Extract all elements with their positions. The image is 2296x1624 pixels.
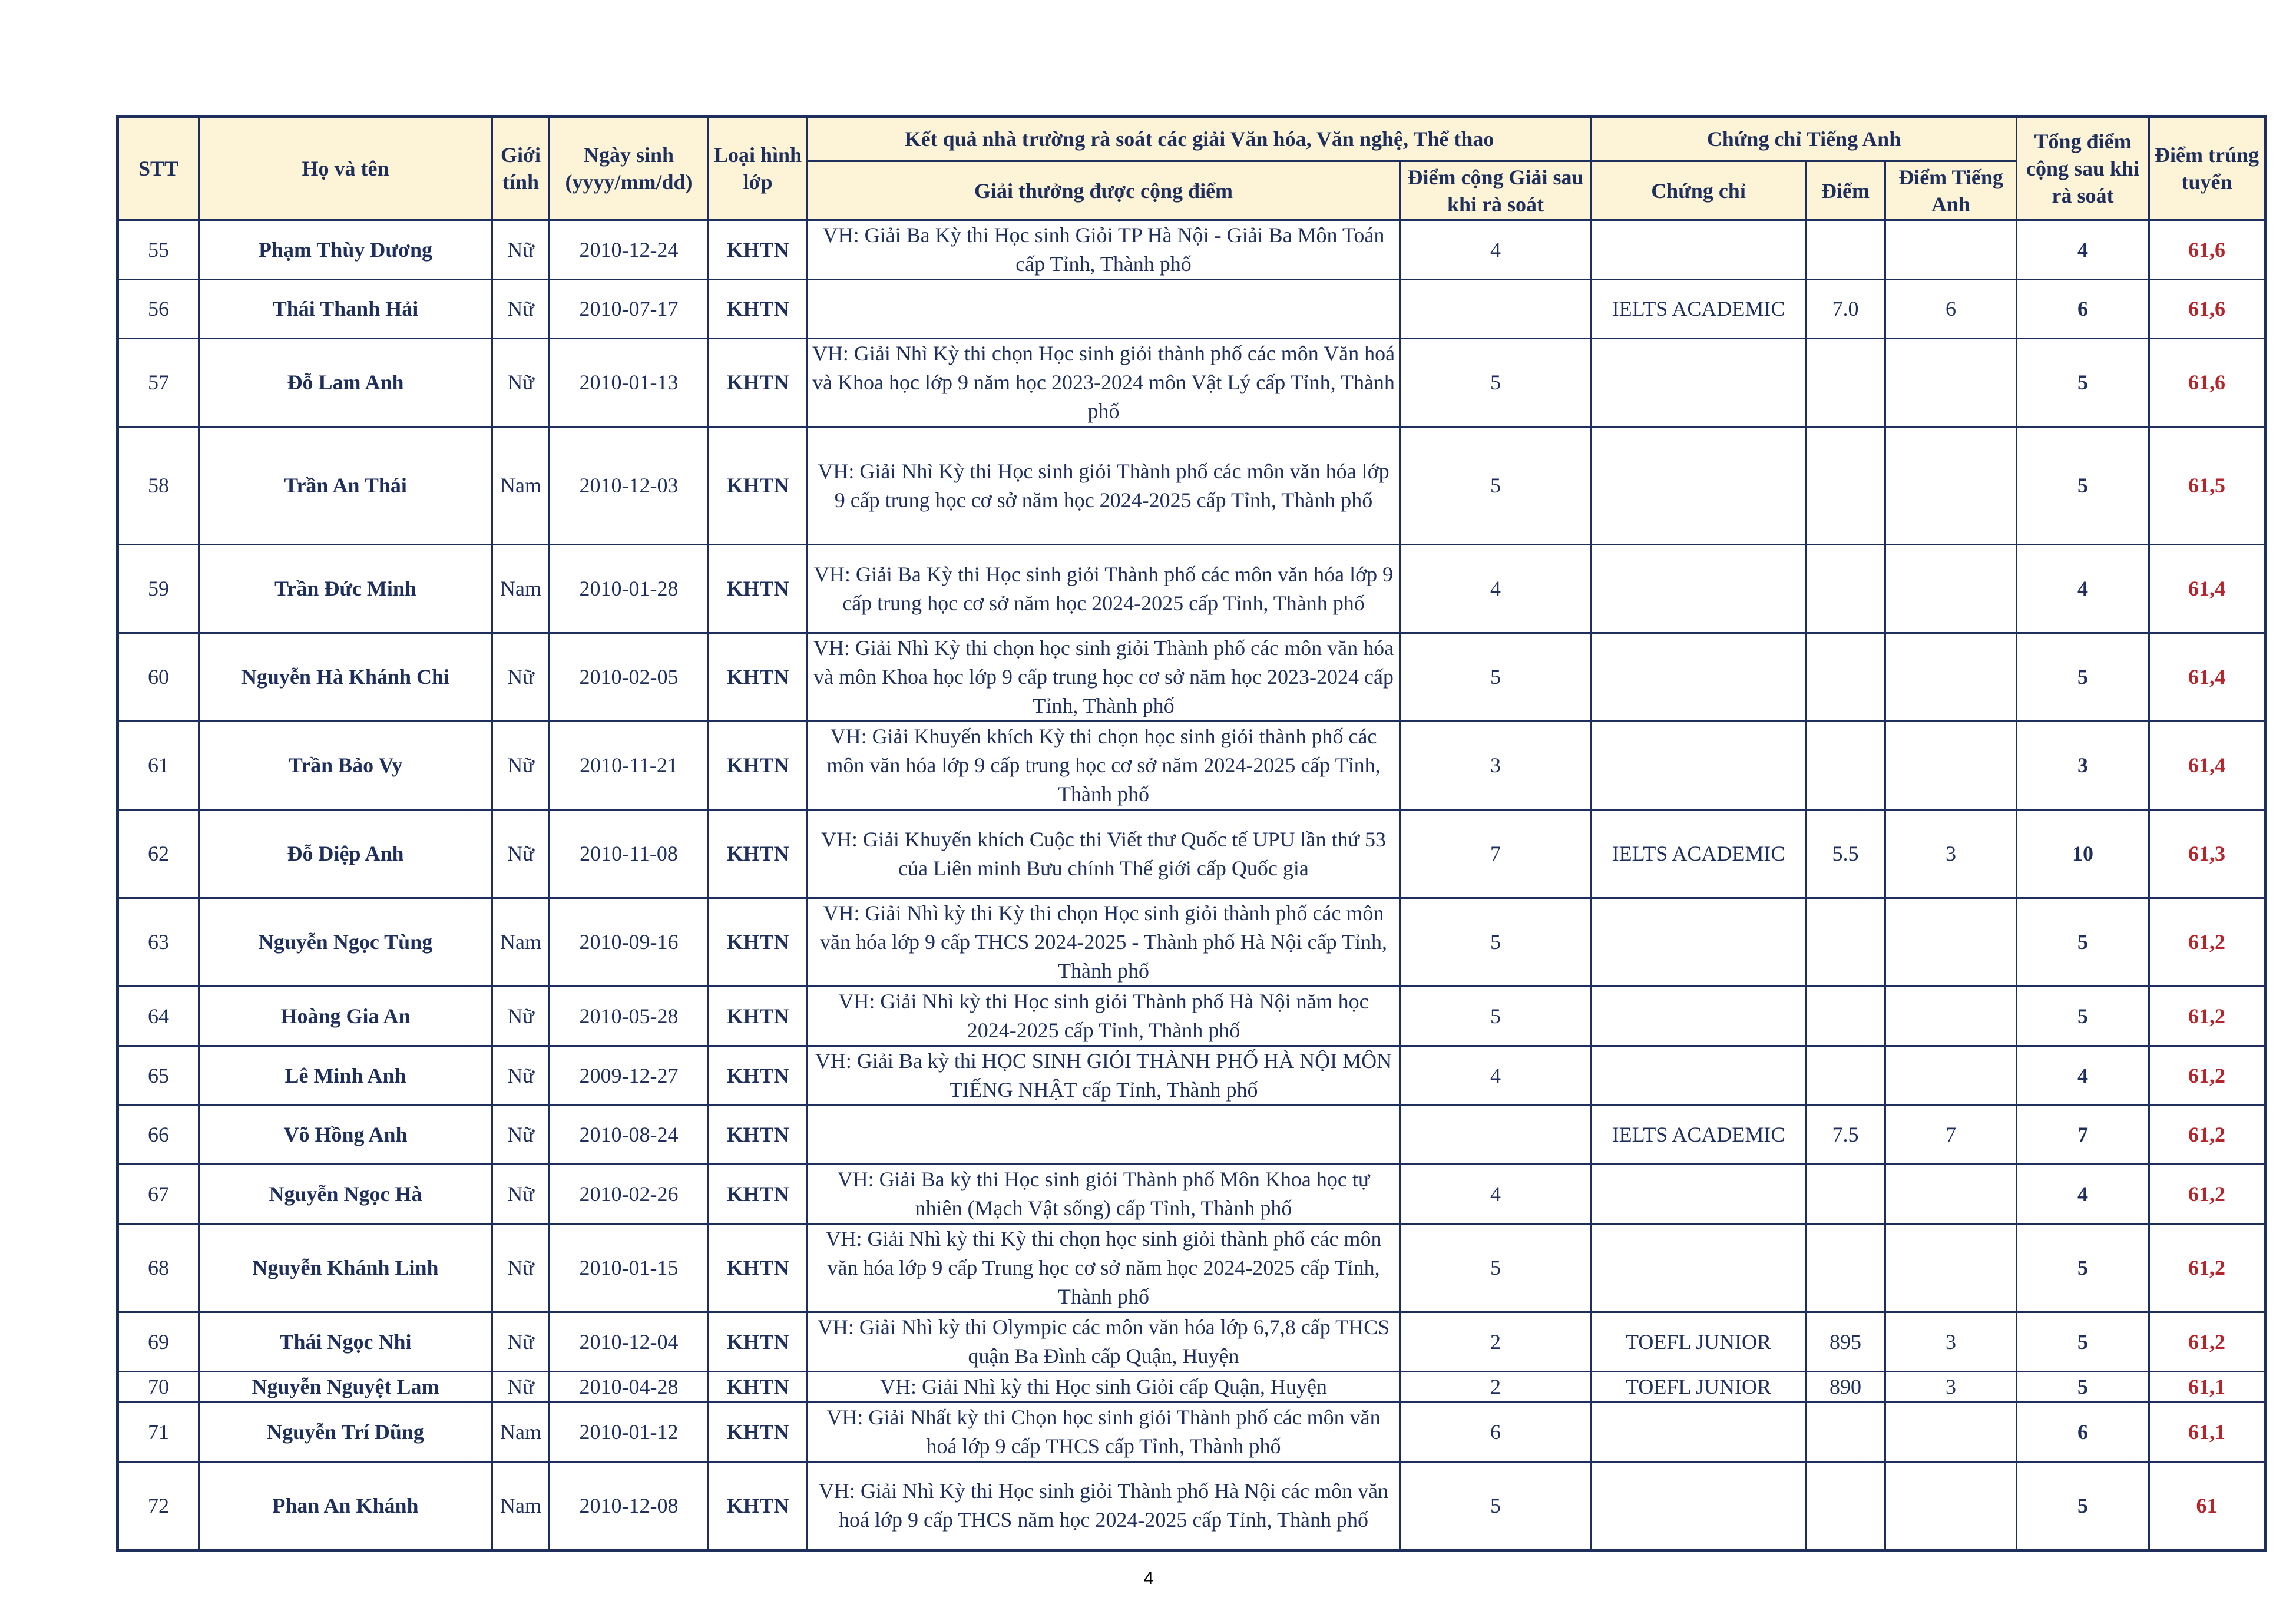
dob-cell: 2010-01-12: [550, 1403, 709, 1462]
award-points-cell: 6: [1400, 1403, 1592, 1462]
table-row: [118, 220, 2265, 280]
total-bonus-cell: 10: [2017, 810, 2149, 898]
total-bonus-cell: 5: [2017, 633, 2149, 722]
student-name: Nguyễn Ngọc Hà: [199, 1165, 492, 1224]
stt-cell: 72: [118, 1462, 199, 1550]
award-cell: VH: Giải Nhì Kỳ thi Học sinh giỏi Thành phố các môn văn hóa lớp 9 cấp trung học cơ sở năm học 2024-2025 cấp Tỉnh, Thành phố: [808, 427, 1400, 545]
class-type-cell: KHTN: [709, 633, 808, 722]
stt-cell: 61: [118, 722, 199, 810]
certificate-cell: [1592, 898, 1806, 987]
gender-cell: Nữ: [492, 1224, 550, 1312]
table-row: [118, 1165, 2265, 1224]
award-points-cell: 5: [1400, 427, 1592, 545]
student-name: Nguyễn Trí Dũng: [199, 1403, 492, 1462]
student-name: Trần Đức Minh: [199, 545, 492, 633]
certificate-cell: [1592, 1046, 1806, 1106]
class-type-cell: KHTN: [709, 545, 808, 633]
award-points-cell: 4: [1400, 545, 1592, 633]
class-type-cell: KHTN: [709, 987, 808, 1046]
dob-cell: 2010-09-16: [550, 898, 709, 987]
english-points-cell: 3: [1885, 810, 2017, 898]
admission-score-cell: 61,1: [2149, 1403, 2265, 1462]
table-body: [118, 220, 2265, 1550]
table-row: [118, 1403, 2265, 1462]
gender-cell: Nam: [492, 898, 550, 987]
award-cell: VH: Giải Khuyến khích Kỳ thi chọn học sinh giỏi thành phố các môn văn hóa lớp 9 cấp trung học cơ sở năm 2024-2025 cấp Tỉnh, Thành phố: [808, 722, 1400, 810]
class-type-cell: KHTN: [709, 1165, 808, 1224]
class-type-cell: KHTN: [709, 1462, 808, 1550]
dob-cell: 2009-12-27: [550, 1046, 709, 1106]
admission-results-table: [116, 115, 2267, 1552]
score-cell: 895: [1806, 1312, 1885, 1372]
score-cell: [1806, 427, 1885, 545]
award-points-cell: 7: [1400, 810, 1592, 898]
dob-cell: 2010-11-08: [550, 810, 709, 898]
gender-cell: Nữ: [492, 1312, 550, 1372]
award-cell: VH: Giải Ba kỳ thi Học sinh giỏi Thành phố Môn Khoa học tự nhiên (Mạch Vật sống) cấp Tỉnh, Thành phố: [808, 1165, 1400, 1224]
table-row: [118, 722, 2265, 810]
score-cell: 890: [1806, 1372, 1885, 1403]
score-cell: 5.5: [1806, 810, 1885, 898]
score-cell: [1806, 1403, 1885, 1462]
award-points-cell: 4: [1400, 220, 1592, 280]
header-admission-score: Điểm trúng tuyển: [2149, 117, 2265, 220]
score-cell: 7.0: [1806, 280, 1885, 339]
admission-score-cell: 61,5: [2149, 427, 2265, 545]
certificate-cell: IELTS ACADEMIC: [1592, 810, 1806, 898]
stt-cell: 70: [118, 1372, 199, 1403]
student-name: Trần Bảo Vy: [199, 722, 492, 810]
award-cell: VH: Giải Nhì kỳ thi Olympic các môn văn hóa lớp 6,7,8 cấp THCS quận Ba Đình cấp Quận, Huyện: [808, 1312, 1400, 1372]
table-row: [118, 280, 2265, 339]
admission-score-cell: 61,2: [2149, 987, 2265, 1046]
award-cell: VH: Giải Nhì Kỳ thi chọn Học sinh giỏi thành phố các môn Văn hoá và Khoa học lớp 9 năm học 2023-2024 môn Vật Lý cấp Tỉnh, Thành phố: [808, 339, 1400, 427]
award-points-cell: [1400, 280, 1592, 339]
award-points-cell: 5: [1400, 987, 1592, 1046]
certificate-cell: [1592, 220, 1806, 280]
gender-cell: Nữ: [492, 810, 550, 898]
certificate-cell: [1592, 633, 1806, 722]
student-name: Hoàng Gia An: [199, 987, 492, 1046]
total-bonus-cell: 5: [2017, 987, 2149, 1046]
student-name: Thái Ngọc Nhi: [199, 1312, 492, 1372]
dob-cell: 2010-02-26: [550, 1165, 709, 1224]
table-row: [118, 633, 2265, 722]
gender-cell: Nam: [492, 545, 550, 633]
english-points-cell: [1885, 339, 2017, 427]
stt-cell: 60: [118, 633, 199, 722]
header-dob: Ngày sinh (yyyy/mm/dd): [550, 117, 709, 220]
total-bonus-cell: 4: [2017, 220, 2149, 280]
award-points-cell: 4: [1400, 1046, 1592, 1106]
admission-score-cell: 61,2: [2149, 1046, 2265, 1106]
header-certificate: Chứng chỉ: [1592, 161, 1806, 220]
table-row: [118, 339, 2265, 427]
class-type-cell: KHTN: [709, 722, 808, 810]
admission-score-cell: 61,4: [2149, 722, 2265, 810]
admission-score-cell: 61,1: [2149, 1372, 2265, 1403]
award-cell: VH: Giải Nhì kỳ thi Học sinh Giỏi cấp Quận, Huyện: [808, 1372, 1400, 1403]
student-name: Trần An Thái: [199, 427, 492, 545]
score-cell: [1806, 1224, 1885, 1312]
admission-score-cell: 61,6: [2149, 220, 2265, 280]
dob-cell: 2010-08-24: [550, 1106, 709, 1165]
header-stt: STT: [118, 117, 199, 220]
certificate-cell: [1592, 1462, 1806, 1550]
stt-cell: 68: [118, 1224, 199, 1312]
total-bonus-cell: 4: [2017, 1165, 2149, 1224]
total-bonus-cell: 4: [2017, 545, 2149, 633]
english-points-cell: [1885, 427, 2017, 545]
table-row: [118, 1046, 2265, 1106]
score-cell: [1806, 220, 1885, 280]
student-name: Thái Thanh Hải: [199, 280, 492, 339]
class-type-cell: KHTN: [709, 1403, 808, 1462]
student-name: Nguyễn Nguyệt Lam: [199, 1372, 492, 1403]
dob-cell: 2010-01-28: [550, 545, 709, 633]
admission-score-cell: 61,4: [2149, 545, 2265, 633]
english-points-cell: 7: [1885, 1106, 2017, 1165]
total-bonus-cell: 3: [2017, 722, 2149, 810]
score-cell: [1806, 1046, 1885, 1106]
certificate-cell: [1592, 427, 1806, 545]
header-english-group: Chứng chỉ Tiếng Anh: [1592, 117, 2017, 161]
stt-cell: 66: [118, 1106, 199, 1165]
score-cell: [1806, 633, 1885, 722]
table-row: [118, 1312, 2265, 1372]
table-row: [118, 1372, 2265, 1403]
student-name: Phan An Khánh: [199, 1462, 492, 1550]
header-name: Họ và tên: [199, 117, 492, 220]
total-bonus-cell: 6: [2017, 1403, 2149, 1462]
class-type-cell: KHTN: [709, 1046, 808, 1106]
certificate-cell: [1592, 987, 1806, 1046]
total-bonus-cell: 5: [2017, 1372, 2149, 1403]
award-points-cell: 5: [1400, 633, 1592, 722]
certificate-cell: IELTS ACADEMIC: [1592, 1106, 1806, 1165]
gender-cell: Nữ: [492, 1372, 550, 1403]
gender-cell: Nữ: [492, 633, 550, 722]
dob-cell: 2010-11-21: [550, 722, 709, 810]
english-points-cell: [1885, 1165, 2017, 1224]
award-cell: VH: Giải Ba Kỳ thi Học sinh giỏi Thành phố các môn văn hóa lớp 9 cấp trung học cơ sở năm học 2024-2025 cấp Tỉnh, Thành phố: [808, 545, 1400, 633]
dob-cell: 2010-02-05: [550, 633, 709, 722]
english-points-cell: 3: [1885, 1312, 2017, 1372]
admission-score-cell: 61,2: [2149, 1106, 2265, 1165]
certificate-cell: [1592, 1165, 1806, 1224]
score-cell: [1806, 722, 1885, 810]
class-type-cell: KHTN: [709, 1106, 808, 1165]
admission-score-cell: 61,2: [2149, 1312, 2265, 1372]
dob-cell: 2010-12-24: [550, 220, 709, 280]
class-type-cell: KHTN: [709, 810, 808, 898]
gender-cell: Nữ: [492, 987, 550, 1046]
dob-cell: 2010-07-17: [550, 280, 709, 339]
gender-cell: Nữ: [492, 339, 550, 427]
gender-cell: Nữ: [492, 1046, 550, 1106]
gender-cell: Nữ: [492, 280, 550, 339]
admission-score-cell: 61,6: [2149, 280, 2265, 339]
total-bonus-cell: 4: [2017, 1046, 2149, 1106]
certificate-cell: [1592, 722, 1806, 810]
table-row: [118, 1462, 2265, 1550]
award-cell: VH: Giải Nhì kỳ thi Học sinh giỏi Thành phố Hà Nội năm học 2024-2025 cấp Tỉnh, Thành phố: [808, 987, 1400, 1046]
dob-cell: 2010-05-28: [550, 987, 709, 1046]
admission-score-cell: 61,4: [2149, 633, 2265, 722]
admission-score-cell: 61: [2149, 1462, 2265, 1550]
table-row: [118, 1224, 2265, 1312]
english-points-cell: [1885, 545, 2017, 633]
award-points-cell: 3: [1400, 722, 1592, 810]
certificate-cell: [1592, 545, 1806, 633]
student-name: Nguyễn Khánh Linh: [199, 1224, 492, 1312]
score-cell: [1806, 1462, 1885, 1550]
table-row: [118, 987, 2265, 1046]
gender-cell: Nam: [492, 1403, 550, 1462]
gender-cell: Nam: [492, 427, 550, 545]
stt-cell: 62: [118, 810, 199, 898]
certificate-cell: [1592, 1224, 1806, 1312]
score-cell: [1806, 898, 1885, 987]
class-type-cell: KHTN: [709, 1224, 808, 1312]
header-award-points: Điểm cộng Giải sau khi rà soát: [1400, 161, 1592, 220]
award-points-cell: 2: [1400, 1372, 1592, 1403]
certificate-cell: [1592, 339, 1806, 427]
score-cell: 7.5: [1806, 1106, 1885, 1165]
dob-cell: 2010-01-15: [550, 1224, 709, 1312]
table-row: [118, 1106, 2265, 1165]
table-row: [118, 427, 2265, 545]
dob-cell: 2010-12-03: [550, 427, 709, 545]
gender-cell: Nữ: [492, 1165, 550, 1224]
gender-cell: Nữ: [492, 722, 550, 810]
award-cell: VH: Giải Nhì kỳ thi Kỳ thi chọn học sinh giỏi thành phố các môn văn hóa lớp 9 cấp Trung học cơ sở năm học 2024-2025 cấp Tỉnh, Thành phố: [808, 1224, 1400, 1312]
header-review-group: Kết quả nhà trường rà soát các giải Văn hóa, Văn nghệ, Thể thao: [808, 117, 1592, 161]
award-cell: VH: Giải Nhì kỳ thi Kỳ thi chọn Học sinh giỏi thành phố các môn văn hóa lớp 9 cấp THCS 2024-2025 - Thành phố Hà Nội cấp Tỉnh, Thành phố: [808, 898, 1400, 987]
class-type-cell: KHTN: [709, 339, 808, 427]
total-bonus-cell: 5: [2017, 1312, 2149, 1372]
admission-score-cell: 61,2: [2149, 1224, 2265, 1312]
table-row: [118, 898, 2265, 987]
award-cell: VH: Giải Ba kỳ thi HỌC SINH GIỎI THÀNH PHỐ HÀ NỘI MÔN TIẾNG NHẬT cấp Tỉnh, Thành phố: [808, 1046, 1400, 1106]
gender-cell: Nữ: [492, 1106, 550, 1165]
header-total-bonus: Tổng điểm cộng sau khi rà soát: [2017, 117, 2149, 220]
award-cell: [808, 280, 1400, 339]
score-cell: [1806, 545, 1885, 633]
certificate-cell: [1592, 1403, 1806, 1462]
class-type-cell: KHTN: [709, 1312, 808, 1372]
total-bonus-cell: 5: [2017, 427, 2149, 545]
award-points-cell: 4: [1400, 1165, 1592, 1224]
award-cell: VH: Giải Khuyến khích Cuộc thi Viết thư Quốc tế UPU lần thứ 53 của Liên minh Bưu chính Thế giới cấp Quốc gia: [808, 810, 1400, 898]
header-score: Điểm: [1806, 161, 1885, 220]
header-award: Giải thưởng được cộng điểm: [808, 161, 1400, 220]
header-class-type: Loại hình lớp: [709, 117, 808, 220]
award-cell: VH: Giải Nhì Kỳ thi Học sinh giỏi Thành phố Hà Nội các môn văn hoá lớp 9 cấp THCS năm học 2024-2025 cấp Tỉnh, Thành phố: [808, 1462, 1400, 1550]
stt-cell: 59: [118, 545, 199, 633]
english-points-cell: [1885, 1224, 2017, 1312]
header-gender: Giới tính: [492, 117, 550, 220]
dob-cell: 2010-01-13: [550, 339, 709, 427]
admission-score-cell: 61,6: [2149, 339, 2265, 427]
stt-cell: 64: [118, 987, 199, 1046]
student-name: Lê Minh Anh: [199, 1046, 492, 1106]
score-cell: [1806, 1165, 1885, 1224]
award-points-cell: 5: [1400, 1224, 1592, 1312]
student-name: Đỗ Lam Anh: [199, 339, 492, 427]
english-points-cell: 6: [1885, 280, 2017, 339]
class-type-cell: KHTN: [709, 1372, 808, 1403]
table-row: [118, 810, 2265, 898]
admission-score-cell: 61,3: [2149, 810, 2265, 898]
award-points-cell: [1400, 1106, 1592, 1165]
dob-cell: 2010-12-08: [550, 1462, 709, 1550]
student-name: Nguyễn Ngọc Tùng: [199, 898, 492, 987]
total-bonus-cell: 5: [2017, 898, 2149, 987]
english-points-cell: [1885, 633, 2017, 722]
award-points-cell: 5: [1400, 898, 1592, 987]
dob-cell: 2010-04-28: [550, 1372, 709, 1403]
award-points-cell: 2: [1400, 1312, 1592, 1372]
award-cell: VH: Giải Nhất kỳ thi Chọn học sinh giỏi Thành phố các môn văn hoá lớp 9 cấp THCS cấp Tỉnh, Thành phố: [808, 1403, 1400, 1462]
stt-cell: 58: [118, 427, 199, 545]
total-bonus-cell: 6: [2017, 280, 2149, 339]
student-name: Đỗ Diệp Anh: [199, 810, 492, 898]
english-points-cell: [1885, 898, 2017, 987]
award-cell: VH: Giải Ba Kỳ thi Học sinh Giỏi TP Hà Nội - Giải Ba Môn Toán cấp Tỉnh, Thành phố: [808, 220, 1400, 280]
student-name: Nguyễn Hà Khánh Chi: [199, 633, 492, 722]
stt-cell: 56: [118, 280, 199, 339]
award-cell: VH: Giải Nhì Kỳ thi chọn học sinh giỏi Thành phố các môn văn hóa và môn Khoa học lớp 9 cấp trung học cơ sở năm học 2023-2024 cấp Tỉnh, Thành phố: [808, 633, 1400, 722]
total-bonus-cell: 5: [2017, 339, 2149, 427]
stt-cell: 65: [118, 1046, 199, 1106]
score-cell: [1806, 339, 1885, 427]
award-cell: [808, 1106, 1400, 1165]
stt-cell: 63: [118, 898, 199, 987]
class-type-cell: KHTN: [709, 220, 808, 280]
class-type-cell: KHTN: [709, 280, 808, 339]
student-name: Phạm Thùy Dương: [199, 220, 492, 280]
gender-cell: Nữ: [492, 220, 550, 280]
english-points-cell: [1885, 1462, 2017, 1550]
certificate-cell: IELTS ACADEMIC: [1592, 280, 1806, 339]
award-points-cell: 5: [1400, 1462, 1592, 1550]
admission-score-cell: 61,2: [2149, 1165, 2265, 1224]
certificate-cell: TOEFL JUNIOR: [1592, 1372, 1806, 1403]
page-number: 4: [1143, 1569, 1154, 1588]
stt-cell: 67: [118, 1165, 199, 1224]
english-points-cell: [1885, 1403, 2017, 1462]
stt-cell: 71: [118, 1403, 199, 1462]
class-type-cell: KHTN: [709, 427, 808, 545]
english-points-cell: [1885, 220, 2017, 280]
english-points-cell: [1885, 722, 2017, 810]
admission-score-cell: 61,2: [2149, 898, 2265, 987]
gender-cell: Nam: [492, 1462, 550, 1550]
dob-cell: 2010-12-04: [550, 1312, 709, 1372]
english-points-cell: [1885, 987, 2017, 1046]
score-cell: [1806, 987, 1885, 1046]
table-row: [118, 545, 2265, 633]
total-bonus-cell: 7: [2017, 1106, 2149, 1165]
student-name: Võ Hồng Anh: [199, 1106, 492, 1165]
class-type-cell: KHTN: [709, 898, 808, 987]
english-points-cell: 3: [1885, 1372, 2017, 1403]
stt-cell: 55: [118, 220, 199, 280]
total-bonus-cell: 5: [2017, 1462, 2149, 1550]
certificate-cell: TOEFL JUNIOR: [1592, 1312, 1806, 1372]
award-points-cell: 5: [1400, 339, 1592, 427]
stt-cell: 69: [118, 1312, 199, 1372]
header-english-points: Điểm Tiếng Anh: [1885, 161, 2017, 220]
stt-cell: 57: [118, 339, 199, 427]
total-bonus-cell: 5: [2017, 1224, 2149, 1312]
english-points-cell: [1885, 1046, 2017, 1106]
